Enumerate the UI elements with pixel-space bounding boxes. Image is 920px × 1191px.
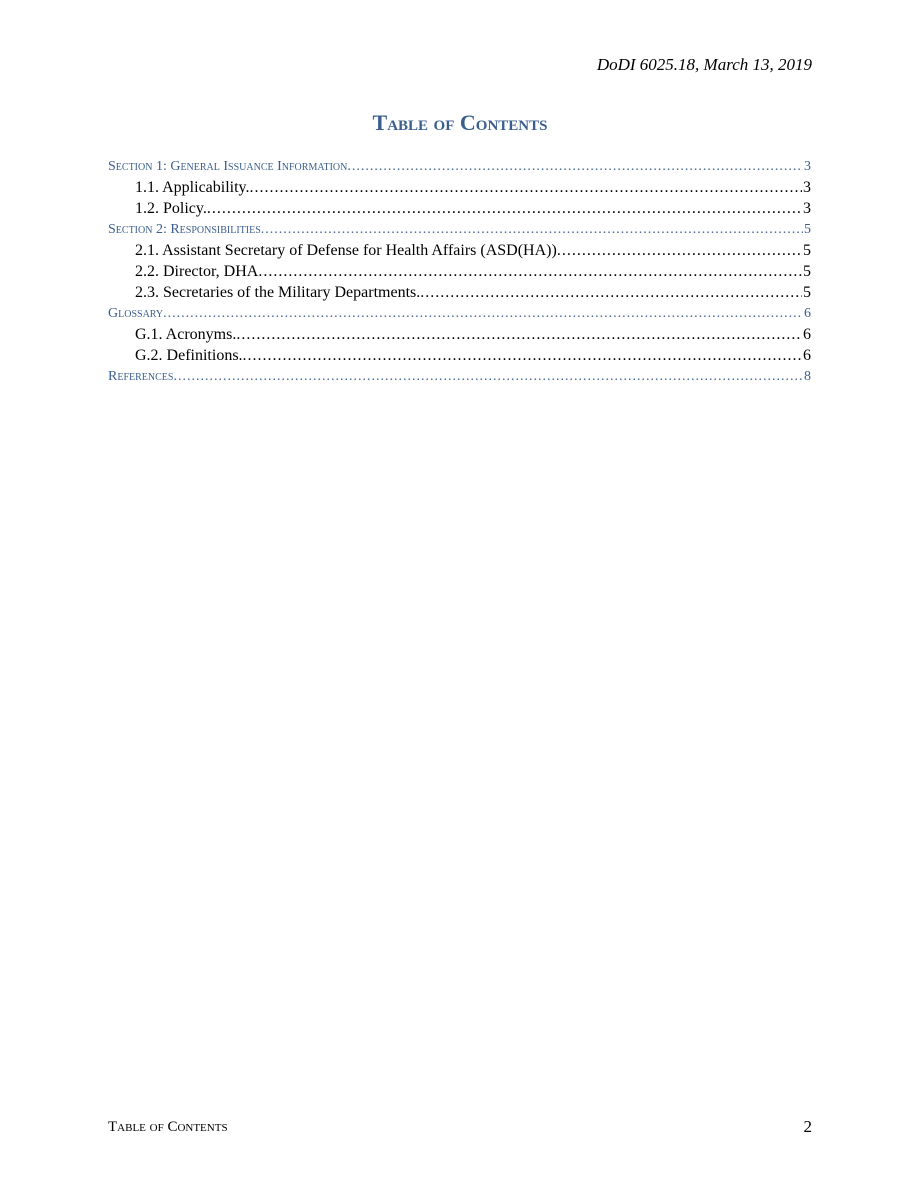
- toc-entry-label: Section 2: Responsibilities: [108, 222, 261, 237]
- table-of-contents: [108, 156, 811, 387]
- toc-entry-references[interactable]: [108, 366, 811, 387]
- toc-entry-page: 5: [803, 263, 811, 280]
- toc-entry-page: 3: [803, 200, 811, 217]
- toc-entry-page: 3: [804, 159, 811, 174]
- dot-leader: [258, 261, 802, 282]
- toc-entry-page: 6: [803, 347, 811, 364]
- toc-entry-label: 2.1. Assistant Secretary of Defense for Health Affairs (ASD(HA)): [135, 242, 557, 259]
- toc-entry-section-2[interactable]: [108, 219, 811, 240]
- dot-leader: [347, 156, 803, 177]
- dot-leader: [173, 366, 803, 387]
- toc-entry-page: 3: [803, 179, 811, 196]
- toc-entry-director-dha[interactable]: [108, 261, 811, 282]
- dot-leader: [236, 324, 802, 345]
- toc-entry-page: 5: [804, 222, 811, 237]
- toc-entry-applicability[interactable]: [108, 177, 811, 198]
- toc-entry-label: Section 1: General Issuance Information: [108, 159, 348, 174]
- dot-leader: [207, 198, 802, 219]
- toc-entry-label: G.2. Definitions.: [135, 347, 243, 364]
- toc-entry-asd-ha[interactable]: [108, 240, 811, 261]
- toc-entry-acronyms[interactable]: [108, 324, 811, 345]
- toc-entry-page: 6: [804, 306, 811, 321]
- document-reference: DoDI 6025.18, March 13, 2019: [596, 55, 812, 74]
- toc-entry-label: G.1. Acronyms.: [135, 326, 237, 343]
- toc-entry-page: 5: [803, 284, 811, 301]
- toc-entry-label: References: [108, 369, 174, 384]
- dot-leader: [420, 282, 802, 303]
- toc-entry-page: 8: [804, 369, 811, 384]
- toc-entry-glossary[interactable]: [108, 303, 811, 324]
- toc-entry-label: Glossary: [108, 306, 164, 321]
- toc-entry-label: 1.1. Applicability.: [135, 179, 250, 196]
- dot-leader: [163, 303, 803, 324]
- toc-entry-label: 2.3. Secretaries of the Military Departments.: [135, 284, 421, 301]
- dot-leader: [243, 345, 802, 366]
- toc-entry-page: 6: [803, 326, 811, 343]
- toc-entry-label: 2.2. Director, DHA: [135, 263, 259, 280]
- page-title: Table of Contents: [372, 110, 548, 135]
- dot-leader: [261, 219, 803, 240]
- footer-page-number: 2: [803, 1117, 812, 1136]
- footer-section-name: Table of Contents: [108, 1119, 228, 1135]
- toc-entry-section-1[interactable]: [108, 156, 811, 177]
- toc-entry-secretaries[interactable]: [108, 282, 811, 303]
- dot-leader: [250, 177, 802, 198]
- toc-entry-label: 1.2. Policy.: [135, 200, 207, 217]
- toc-entry-page: 5: [803, 242, 811, 259]
- toc-entry-definitions[interactable]: [108, 345, 811, 366]
- toc-entry-policy[interactable]: [108, 198, 811, 219]
- dot-leader: [557, 240, 802, 261]
